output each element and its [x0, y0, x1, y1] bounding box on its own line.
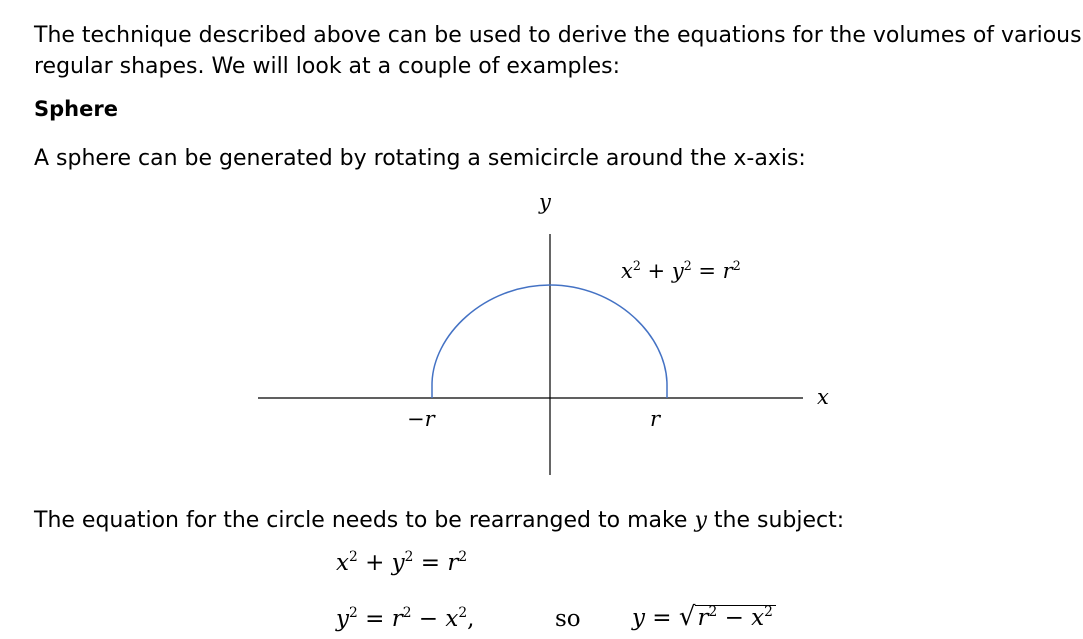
- intro-line-2: regular shapes. We will look at a couple of examples:: [34, 54, 620, 79]
- square-root: [679, 602, 776, 633]
- equation-y-solved: $y = √r^2 - x^2$: [632, 602, 776, 633]
- radicand: $r^2 - x^2$: [695, 605, 775, 630]
- so-connector: so: [555, 606, 581, 632]
- curve-equation-label: $x^2 + y^2 = r^2$: [621, 257, 741, 283]
- y-axis-label: y: [539, 190, 551, 214]
- negative-r-label: −r: [407, 407, 435, 431]
- intro-paragraph: [34, 20, 1082, 82]
- equation-circle: $x^2 + y^2 = r^2$: [336, 549, 468, 576]
- radical-sign: √: [678, 602, 696, 632]
- sphere-description: A sphere can be generated by rotating a semicircle around the x-axis:: [34, 146, 806, 171]
- section-heading-sphere: Sphere: [34, 97, 118, 121]
- r-label: r: [650, 407, 661, 431]
- intro-line-1: The technique described above can be used to derive the equations for the volumes of various: [34, 23, 1082, 48]
- equation-y-squared: $y^2 = r^2 - x^2$,: [336, 605, 475, 632]
- x-axis-label: x: [817, 385, 829, 409]
- rearrange-paragraph: The equation for the circle needs to be rearranged to make y the subject:: [34, 508, 845, 533]
